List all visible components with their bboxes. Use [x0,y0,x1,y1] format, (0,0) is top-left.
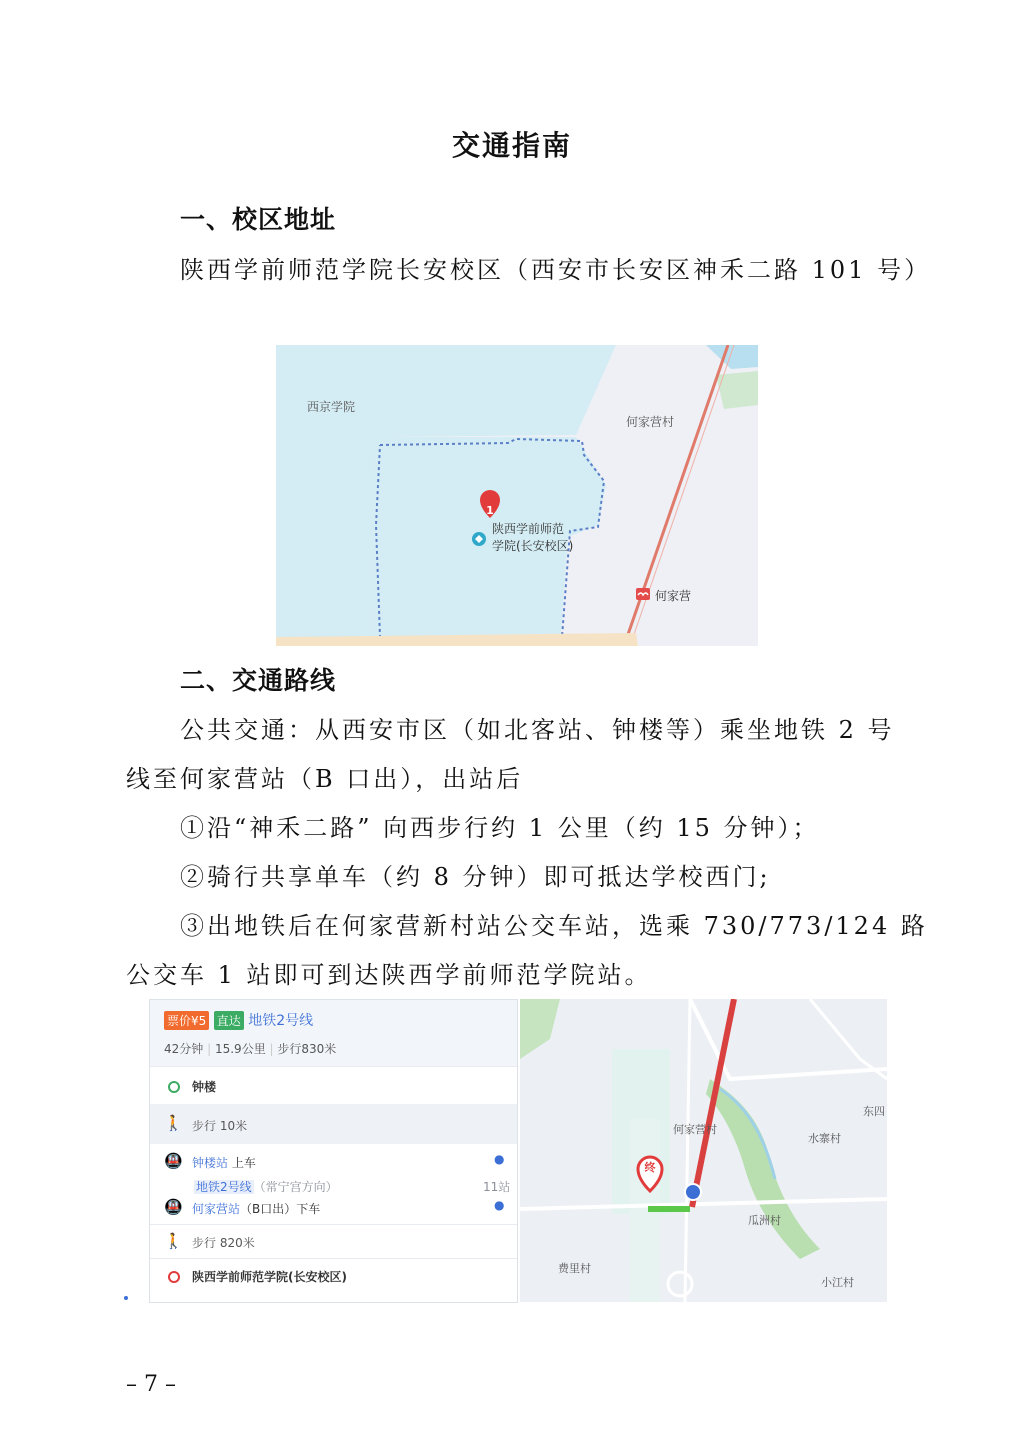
fare-badge: 票价¥5 [164,1011,209,1030]
alight-exit: （B口出） [240,1202,297,1216]
walk-icon-2: 🚶 [164,1232,183,1250]
label-campus-line1: 陕西学前师范 [492,522,565,536]
metro-icon: 🚇 [164,1152,183,1170]
alight-text: 下车 [296,1202,321,1216]
end-dot-icon [168,1271,180,1283]
marker-number: 1 [486,504,494,517]
route-step3-line2: 公交车 1 站即可到达陕西学前师范学院站。 [126,961,652,989]
bullet-dot [124,1296,128,1300]
route-summary: 票价¥5 直达 地铁2号线 42分钟 | 15.9公里 | 步行830米 [150,1000,517,1066]
metro-line: 地铁2号线 [248,1013,314,1029]
label-shuizhai: 水寨村 [808,1132,841,1145]
end-marker: 终 [644,1161,656,1174]
location-pin-icon-2: ● [494,1198,505,1212]
section1-heading: 一、校区地址 [180,205,337,234]
campus-map [276,345,758,646]
campus-address: 陕西学前师范学院长安校区（西安市长安区神禾二路 101 号） [180,256,932,284]
page-title: 交通指南 [451,129,572,162]
label-campus-line2: 学院(长安校区) [492,539,574,553]
section2-heading: 二、交通路线 [180,666,337,695]
walk2-text: 步行 820米 [192,1236,255,1250]
metro-icon-2: 🚇 [164,1198,183,1216]
line-direction: （常宁宫方向） [253,1180,338,1194]
board-text: 上车 [231,1156,256,1170]
route-step2: ②骑行共享单车（约 8 分钟）即可抵达学校西门; [180,863,771,891]
public-transport-line2: 线至何家营站（B 口出），出站后 [126,765,524,793]
location-pin-icon: ● [494,1152,505,1166]
label-hejiaying-village-2: 何家营村 [673,1123,717,1136]
board-station: 钟楼站 [192,1156,229,1170]
route-panel [149,999,518,1303]
public-transport-line1: 公共交通：从西安市区（如北客站、钟楼等）乘坐地铁 2 号 [180,716,895,744]
distance: 15.9公里 [214,1042,266,1056]
line-name: 地铁2号线 [196,1180,252,1194]
label-dongsi: 东四 [863,1105,885,1118]
alight-station: 何家营站 [192,1202,241,1216]
route-map [520,999,887,1302]
destination: 陕西学前师范学院(长安校区) [192,1270,347,1284]
label-station: 何家营 [655,589,692,603]
label-feili: 费里村 [558,1262,591,1275]
page-number: – 7 – [126,1372,176,1397]
route-step1: ①沿“神禾二路” 向西步行约 1 公里（约 15 分钟）； [180,814,820,842]
start-dot-icon [168,1081,180,1093]
walk1-row [150,1104,517,1144]
walk1-text: 步行 10米 [192,1119,248,1133]
walk-total: 步行830米 [277,1042,337,1056]
route-map-graphic [520,999,887,1302]
stop-count: 11站 [483,1180,511,1194]
walk-icon: 🚶 [164,1114,183,1132]
direct-badge: 直达 [214,1011,244,1030]
route-step3-line1: ③出地铁后在何家营新村站公交车站，选乘 730/773/124 路 [180,912,928,940]
label-xiaojiang: 小江村 [821,1276,854,1289]
label-guazhou: 瓜洲村 [748,1214,781,1227]
start-station: 钟楼 [192,1080,217,1094]
duration: 42分钟 [164,1042,204,1056]
label-hejiaying-village: 何家营村 [626,415,675,429]
label-xijing: 西京学院 [307,400,356,414]
